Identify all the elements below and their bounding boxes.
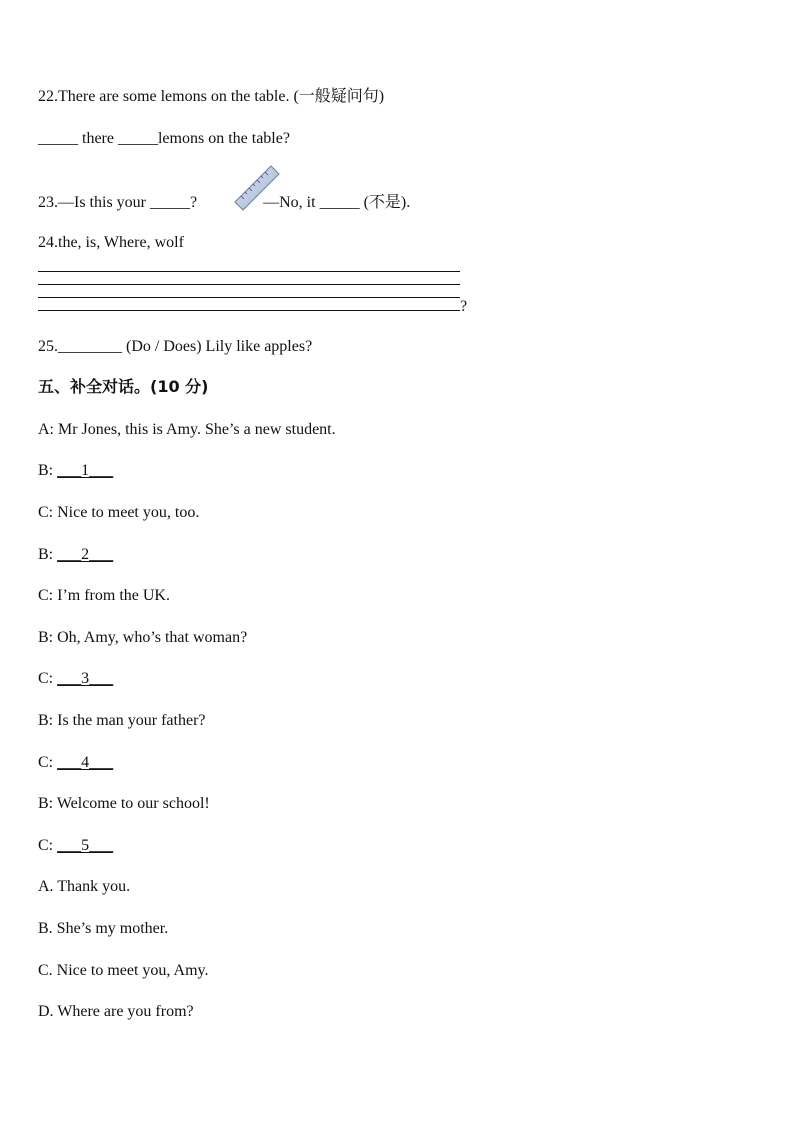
- dialogue-line: [38, 420, 336, 440]
- dialogue-speaker: C:: [38, 587, 58, 604]
- section-5-heading: 五、补全对话。(10 分): [38, 377, 209, 396]
- dialogue-line: [38, 586, 170, 606]
- dialogue-speaker: B:: [38, 462, 58, 479]
- dialogue-text: Is the man your father?: [57, 712, 206, 729]
- dialogue-line: [38, 794, 210, 814]
- q22-blank-2[interactable]: _____: [117, 130, 158, 147]
- dialogue-speaker: B:: [38, 795, 57, 812]
- q24-answer-rule-2[interactable]: [38, 284, 460, 285]
- dialogue-text: Oh, Amy, who’s that woman?: [57, 629, 248, 646]
- dialogue-speaker: C:: [38, 837, 58, 854]
- dialogue-blank-4[interactable]: ___4___: [57, 754, 114, 771]
- dialogue-speaker: B:: [38, 629, 58, 646]
- dialogue-line: [38, 545, 113, 565]
- q23-blank-2[interactable]: _____: [319, 194, 360, 211]
- dialogue-text: I’m from the UK.: [57, 587, 170, 604]
- q23-blank-1[interactable]: _____: [150, 194, 190, 211]
- dialogue-line: [38, 461, 113, 481]
- dialogue-blank-2[interactable]: ___2___: [57, 546, 114, 563]
- q22-end-text: lemons on the table?: [157, 130, 290, 147]
- q23-line: [38, 193, 410, 213]
- q25-prefix: 25.: [38, 338, 58, 355]
- q24-words: 24.the, is, Where, wolf: [38, 234, 184, 251]
- q25-line: [38, 337, 312, 357]
- q25-blank[interactable]: ________: [58, 338, 122, 355]
- dialogue-blank-3[interactable]: ___3___: [57, 670, 114, 687]
- option-c: C. Nice to meet you, Amy.: [38, 962, 209, 979]
- q24-answer-rule-3[interactable]: [38, 297, 460, 298]
- q22-blank-1[interactable]: _____: [38, 130, 78, 147]
- dialogue-blank-5[interactable]: ___5___: [57, 837, 114, 854]
- dialogue-line: [38, 836, 113, 856]
- dialogue-text: Mr Jones, this is Amy. She’s a new student.: [58, 421, 336, 438]
- dialogue-line: [38, 669, 113, 689]
- dialogue-line: [38, 711, 206, 731]
- dialogue-line: [38, 753, 113, 773]
- q23-reply: —No, it: [263, 194, 320, 211]
- q23-qmark: ?: [190, 194, 198, 211]
- dialogue-speaker: C:: [38, 670, 58, 687]
- dialogue-speaker: C:: [38, 504, 58, 521]
- option-a: A. Thank you.: [38, 878, 131, 895]
- q23-hint: (不是).: [359, 194, 411, 211]
- q22-sentence: 22.There are some lemons on the table. (一般疑问句): [38, 88, 385, 105]
- q22-answer-line: [38, 129, 290, 149]
- q24-answer-rule-1[interactable]: [38, 271, 460, 272]
- dialogue-speaker: B:: [38, 712, 58, 729]
- q22-mid-text: there: [78, 130, 118, 147]
- dialogue-speaker: B:: [38, 546, 58, 563]
- dialogue-blank-1[interactable]: ___1___: [57, 462, 114, 479]
- dialogue-speaker: C:: [38, 754, 58, 771]
- option-b: B. She’s my mother.: [38, 920, 169, 937]
- q24-answer-rule-4[interactable]: [38, 310, 460, 311]
- ruler-icon: [233, 164, 281, 212]
- dialogue-speaker: A:: [38, 421, 58, 438]
- q24-end-mark: ?: [460, 298, 468, 315]
- dialogue-text: Nice to meet you, too.: [57, 504, 200, 521]
- option-d: D. Where are you from?: [38, 1003, 194, 1020]
- dialogue-line: [38, 503, 199, 523]
- q25-rest: (Do / Does) Lily like apples?: [122, 338, 313, 355]
- dialogue-text: Welcome to our school!: [56, 795, 210, 812]
- q23-prefix: 23.—Is this your: [38, 194, 150, 211]
- dialogue-line: [38, 628, 247, 648]
